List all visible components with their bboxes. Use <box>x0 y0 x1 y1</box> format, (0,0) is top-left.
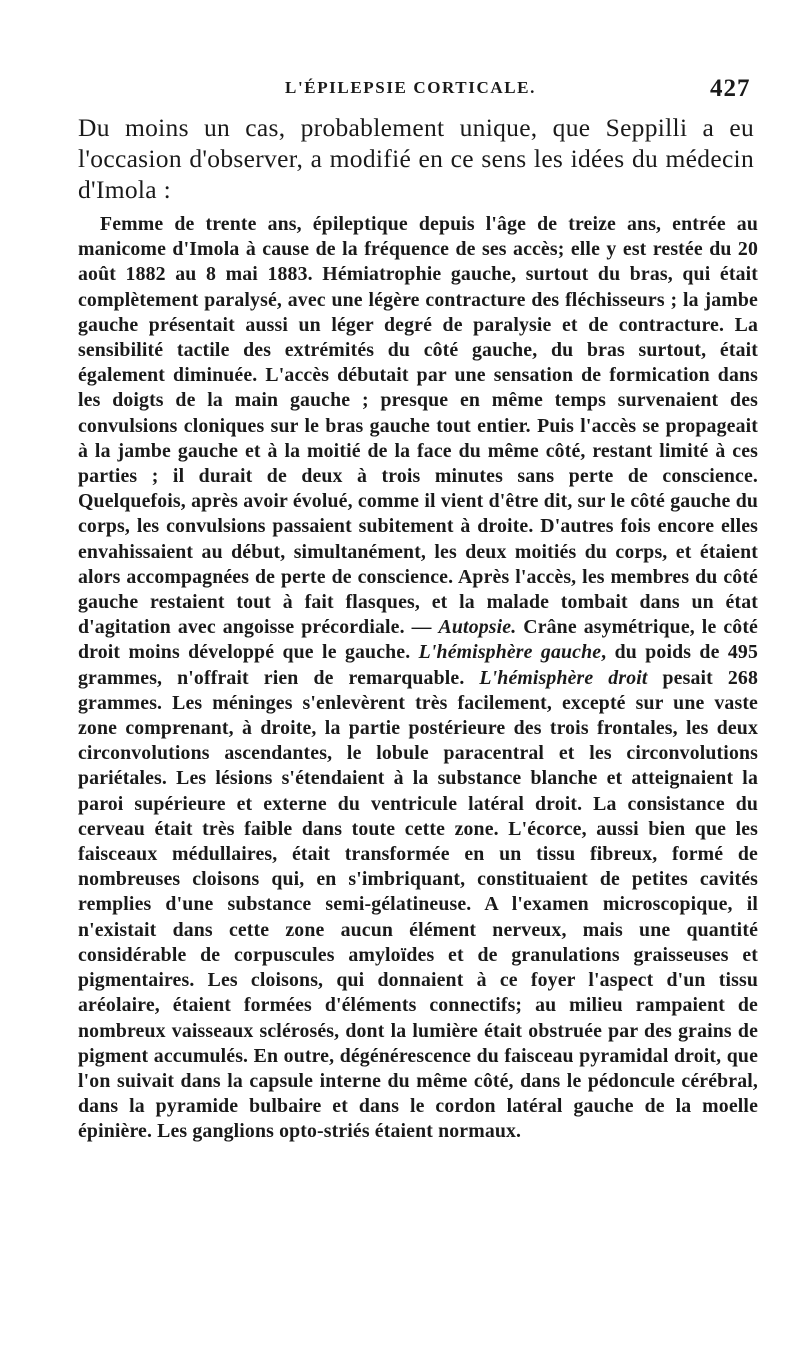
running-title: L'ÉPILEPSIE CORTICALE. <box>285 78 536 97</box>
observation-text-3: , du poids de 495 grammes, n'offrait rien de remarquable. <box>78 641 758 689</box>
running-head <box>0 75 800 104</box>
observation-text-2: Crâne asymétrique, le côté droit moins développé que le gauche. <box>78 616 758 664</box>
observation-text-4: pesait 268 grammes. Les méninges s'enlevèrent très facilement, excepté sur une vaste zone comprenant, à droite, la partie postérieure des trois frontales, les deux circonvolutions ascendantes, le lobule paracentral et les circonvolutions pariétales. Les lésions s'étendaient à la substance blanche et atteignaient la paroi supérieure et externe du ventricule latéral droit. La consistance du cerveau était très faible dans toute cette zone. L'écorce, aussi bien que les faisceaux médullaires, était transformée en un tissu fibreux, formé de nombreuses cloisons qui, en s'imbriquant, constituaient de petites cavités remplies d'une substance semi-gélatineuse. A l'examen microscopique, il n'existait dans cette zone aucun élément nerveux, mais une quantité considérable de corpuscules amyloïdes et de granulations graisseuses et pigmentaires. Les cloisons, qui donnaient à ce foyer l'aspect d'un tissu aréolaire, étaient formées d'éléments connectifs; au milieu rampaient de nombreux vaisseaux sclérosés, dont la lumière était obstruée par des grains de pigment accumulés. En outre, dégénérescence du faisceau pyramidal droit, que l'on suivait dans la capsule interne du même côté, dans le pédoncule cérébral, dans la pyramide bulbaire et dans le cordon latéral gauche de la moelle épinière. Les ganglions opto-striés étaient normaux. <box>78 666 758 1143</box>
observation-text-1: Femme de trente ans, épileptique depuis l'âge de treize ans, entrée au manicome d'Imola à cause de la fréquence de ses accès; elle y est restée du 20 août 1882 au 8 mai 1883. Hémiatrophie gauche, surtout du bras, qui était complètement paralysé, avec une légère contracture des fléchisseurs ; la jambe gauche présentait aussi un léger degré de paralysie et de contracture. La sensibilité tactile des extrémités du côté gauche, du bras surtout, était également diminuée. L'accès débutait par une sensation de formication dans les doigts de la main gauche ; presque en même temps survenaient des convulsions cloniques sur le bras gauche tout entier. Puis l'accès se propageait à la jambe gauche et à la moitié de la face du même côté, restant limité à ces parties ; il durait de deux à trois minutes sans perte de conscience. Quelquefois, après avoir évolué, comme il vient d'être dit, sur le côté gauche du corps, les convulsions passaient subitement à droite. D'autres fois encore elles envahissaient au début, simultanément, les deux moitiés du corps, et étaient alors accompagnées de perte de conscience. Après l'accès, les membres du côté gauche restaient tout à fait flasques, et la malade tombait dans un état d'agitation avec angoisse précordiale. — <box>78 213 758 639</box>
observation-paragraph <box>78 212 758 1145</box>
intro-paragraph: Du moins un cas, probablement unique, que Seppilli a eu l'occasion d'observer, a modifié en ce sens les idées du médecin d'Imola : <box>78 113 754 204</box>
hemisphere-gauche-label: L'hémisphère gauche <box>418 641 602 664</box>
case-observation <box>78 212 758 1145</box>
hemisphere-droit-label: L'hémisphère droit <box>479 666 648 689</box>
page-number: 427 <box>710 75 751 102</box>
autopsie-label: Autopsie. <box>438 616 517 639</box>
